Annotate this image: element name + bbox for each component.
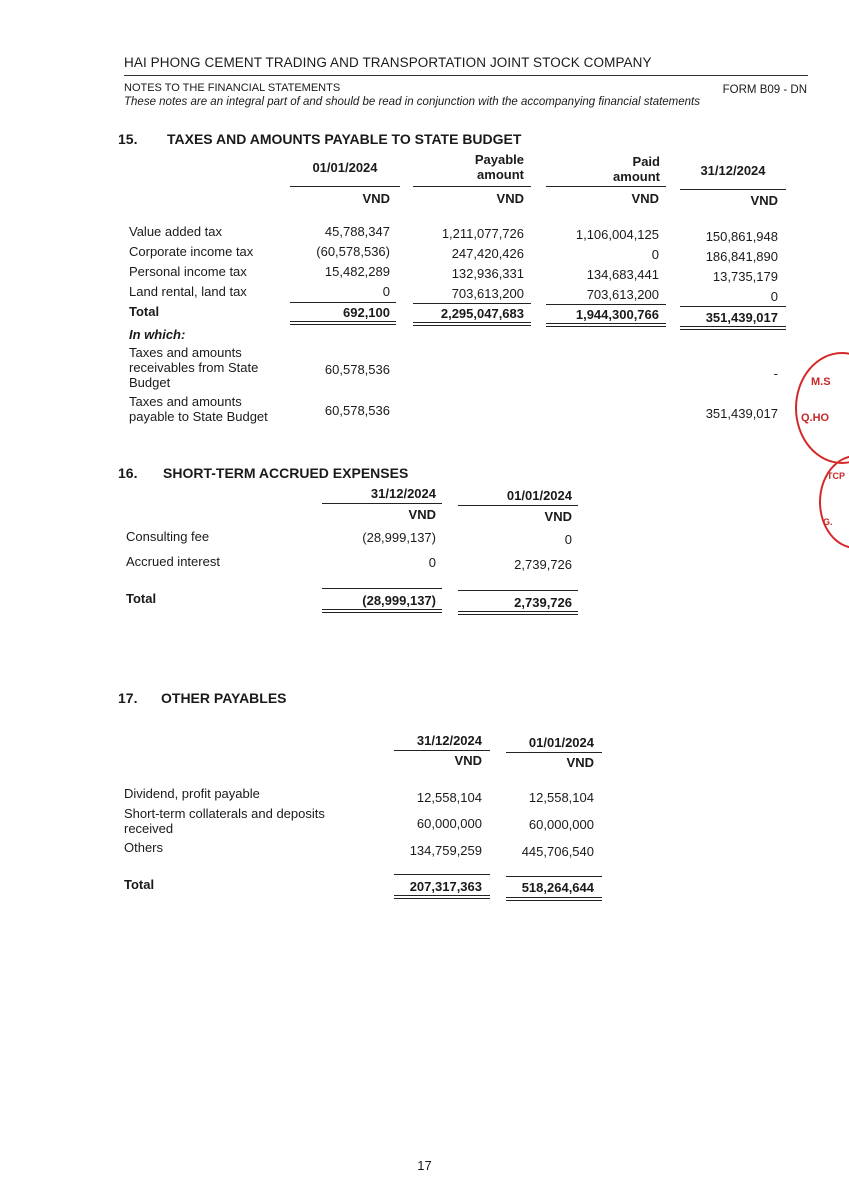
company-seal <box>795 352 849 464</box>
s15-cell: 0 <box>770 289 778 304</box>
s15-total-cell: 2,295,047,683 <box>440 306 524 321</box>
s17-row-label: Short-term collaterals and deposits received <box>124 806 325 836</box>
s16-cell: 2,739,726 <box>514 557 572 572</box>
s15-number: 15. <box>118 131 138 147</box>
s15-col-0101: 01/01/2024 <box>312 160 378 175</box>
company-name: HAI PHONG CEMENT TRADING AND TRANSPORTATION JOINT STOCK COMPANY <box>124 55 652 70</box>
s17-cell: 134,759,259 <box>409 843 482 858</box>
s15-row-label: Land rental, land tax <box>129 284 247 299</box>
integral-note: These notes are an integral part of and should be read in conjunction with the accompanying financial statements <box>124 96 700 108</box>
s16-cell: 0 <box>564 532 572 547</box>
s15-cell: 15,482,289 <box>324 264 390 279</box>
s15-payables-label: Taxes and amounts payable to State Budget <box>129 394 268 424</box>
s16-total-label: Total <box>126 591 157 606</box>
s15-total-cell: 692,100 <box>343 305 390 320</box>
header-rule <box>124 75 808 76</box>
s16-unit-1: VND <box>408 507 436 522</box>
s17-title: OTHER PAYABLES <box>161 690 287 706</box>
s15-head-rule-3 <box>546 186 666 187</box>
s15-total-rule-2 <box>413 322 531 326</box>
s16-sub-rule-1 <box>322 588 442 589</box>
s15-sub-rule-3 <box>546 304 666 305</box>
s15-cell: 1,106,004,125 <box>575 227 659 242</box>
s15-total-rule-1 <box>290 321 396 325</box>
s15-receivables-label: Taxes and amounts receivables from State Budget <box>129 345 259 390</box>
s17-head-rule-2 <box>506 752 602 753</box>
s15-payables-0101: 60,578,536 <box>324 403 390 418</box>
s17-cell: 445,706,540 <box>521 844 594 859</box>
s17-row-label: Others <box>124 840 164 855</box>
s15-total-rule-3 <box>546 323 666 327</box>
s16-unit-2: VND <box>544 509 572 524</box>
s17-total-cell: 207,317,363 <box>409 879 482 894</box>
s17-col-0101: 01/01/2024 <box>528 735 594 750</box>
s15-total-cell: 1,944,300,766 <box>575 307 659 322</box>
s17-head-rule-1 <box>394 750 490 751</box>
company-seal-lower <box>819 455 849 549</box>
s17-total-rule-1 <box>394 895 490 899</box>
s17-unit-1: VND <box>454 753 482 768</box>
s16-total-rule-1 <box>322 609 442 613</box>
s16-row-label: Consulting fee <box>126 529 210 544</box>
s16-total-cell: 2,739,726 <box>514 595 572 610</box>
s15-total-label: Total <box>129 304 160 319</box>
s15-cell: 134,683,441 <box>586 267 659 282</box>
s15-cell: 703,613,200 <box>586 287 659 302</box>
s17-sub-rule-2 <box>506 876 602 877</box>
s15-unit-4: VND <box>750 193 778 208</box>
s16-head-rule-1 <box>322 503 442 504</box>
s15-title: TAXES AND AMOUNTS PAYABLE TO STATE BUDGET <box>167 131 522 147</box>
s16-title: SHORT-TERM ACCRUED EXPENSES <box>163 465 409 481</box>
s15-cell: 0 <box>382 284 390 299</box>
s16-number: 16. <box>118 465 138 481</box>
s16-row-label: Accrued interest <box>126 554 220 569</box>
seal-text: G. <box>823 517 833 527</box>
s16-total-rule-2 <box>458 611 578 615</box>
s16-head-rule-2 <box>458 505 578 506</box>
s17-total-cell: 518,264,644 <box>521 880 594 895</box>
form-code: FORM B09 - DN <box>722 84 807 96</box>
s15-cell: 186,841,890 <box>705 249 778 264</box>
s17-cell: 60,000,000 <box>416 816 482 831</box>
s17-unit-2: VND <box>566 755 594 770</box>
s15-row-label: Corporate income tax <box>129 244 254 259</box>
s15-cell: 1,211,077,726 <box>441 226 524 241</box>
s15-unit-2: VND <box>496 191 524 206</box>
s17-cell: 60,000,000 <box>528 817 594 832</box>
s16-total-cell: (28,999,137) <box>362 593 436 608</box>
s17-total-rule-2 <box>506 897 602 901</box>
s15-cell: 703,613,200 <box>451 286 524 301</box>
s15-receivables-0101: 60,578,536 <box>324 362 390 377</box>
s15-cell: 0 <box>651 247 659 262</box>
s15-total-cell: 351,439,017 <box>705 310 778 325</box>
s16-sub-rule-2 <box>458 590 578 591</box>
s15-sub-rule-2 <box>413 303 531 304</box>
s16-col-0101: 01/01/2024 <box>506 488 572 503</box>
seal-text: Q.HO <box>801 412 830 424</box>
s15-col-payable: Payable amount <box>474 152 524 182</box>
s15-cell: 13,735,179 <box>712 269 778 284</box>
page-number: 17 <box>417 1158 432 1173</box>
s15-row-label: Personal income tax <box>129 264 247 279</box>
s15-receivables-3112: - <box>773 366 778 381</box>
s15-unit-3: VND <box>631 191 659 206</box>
s16-col-3112: 31/12/2024 <box>370 486 436 501</box>
s15-sub-rule-1 <box>290 302 396 303</box>
s15-col-paid: Paid amount <box>613 154 660 184</box>
s17-sub-rule-1 <box>394 874 490 875</box>
s15-cell: 150,861,948 <box>705 229 778 244</box>
s16-cell: (28,999,137) <box>362 530 436 545</box>
s17-col-3112: 31/12/2024 <box>416 733 482 748</box>
s17-row-label: Dividend, profit payable <box>124 786 260 801</box>
seal-text: TCP <box>827 471 845 481</box>
s15-row-label: Value added tax <box>129 224 222 239</box>
s15-cell: 45,788,347 <box>324 224 390 239</box>
s15-total-rule-4 <box>680 326 786 330</box>
notes-title: NOTES TO THE FINANCIAL STATEMENTS <box>124 82 341 94</box>
s15-head-rule-1 <box>290 186 400 187</box>
s17-total-label: Total <box>124 877 155 892</box>
s15-cell: (60,578,536) <box>316 244 390 259</box>
s15-cell: 132,936,331 <box>451 266 524 281</box>
s15-payables-3112: 351,439,017 <box>705 406 778 421</box>
s15-in-which: In which: <box>129 327 186 342</box>
s15-unit-1: VND <box>362 191 390 206</box>
seal-text: M.S <box>811 376 831 388</box>
s16-cell: 0 <box>428 555 436 570</box>
s15-sub-rule-4 <box>680 306 786 307</box>
s15-head-rule-2 <box>413 186 531 187</box>
s15-col-3112: 31/12/2024 <box>700 163 766 178</box>
s15-cell: 247,420,426 <box>451 246 524 261</box>
s17-cell: 12,558,104 <box>416 790 482 805</box>
s17-cell: 12,558,104 <box>528 790 594 805</box>
s17-number: 17. <box>118 690 138 706</box>
s15-head-rule-4 <box>680 189 786 190</box>
